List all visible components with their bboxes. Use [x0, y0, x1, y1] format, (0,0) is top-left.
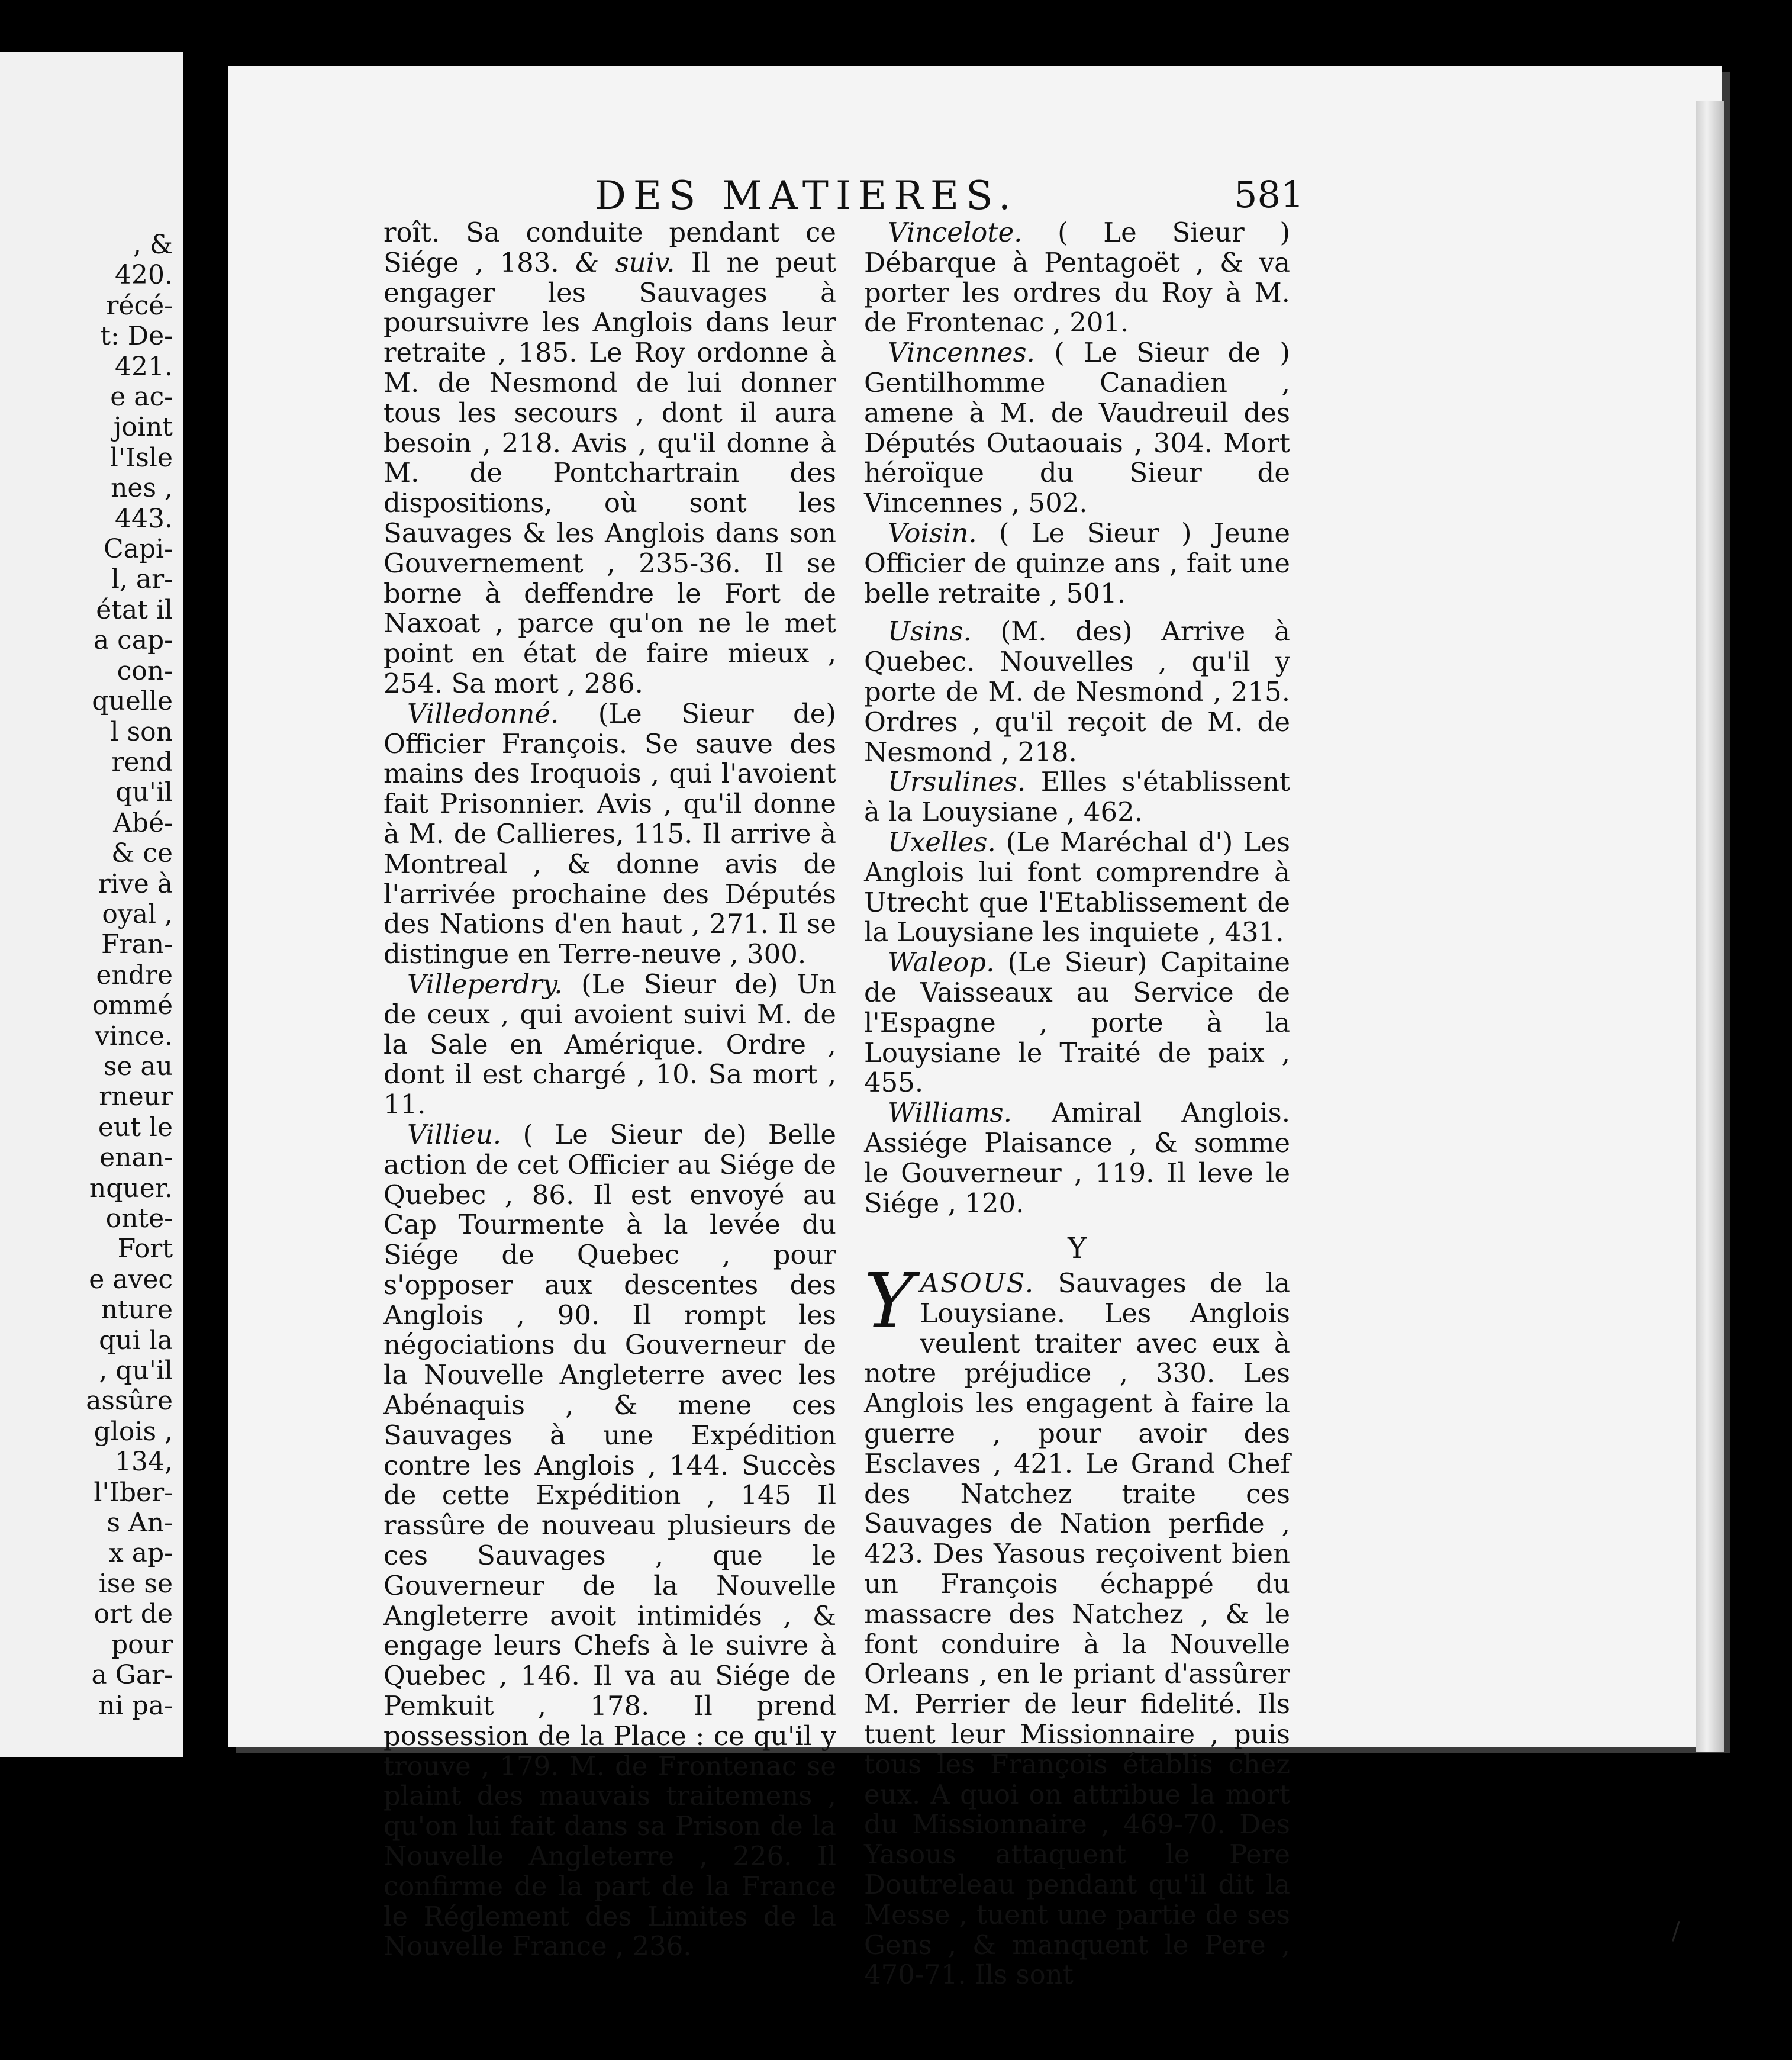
fragment-line: vince. [95, 1021, 173, 1051]
fragment-line: état il [96, 594, 173, 625]
fragment-line: , & [133, 230, 173, 260]
fragment-line: 443. [115, 503, 173, 534]
fragment-line: ommé [92, 990, 173, 1021]
fragment-line: nes , [111, 473, 173, 504]
index-entry-uxelles: Uxelles. (Le Maréchal d') Les Anglois lui font comprendre à Utrecht que l'Etablissement de la Louysiane les inquiete , 431. [864, 826, 1290, 948]
fragment-line: Fran- [101, 929, 173, 960]
index-entry-vincelote: Vincelote. ( Le Sieur ) Débarque à Pentagoët , & va porter les ordres du Roy à M. de Frontenac , 201. [864, 217, 1290, 339]
fragment-line: a Gar- [91, 1660, 173, 1691]
fragment-line: , qu'il [99, 1356, 173, 1386]
fragment-line: e ac- [110, 382, 173, 413]
index-entry-williams: Williams. Amiral Anglois. Assiége Plaisance , & somme le Gouverneur , 119. Il leve le Siége , 120. [864, 1097, 1290, 1219]
fragment-line: & ce [111, 838, 173, 869]
fragment-line: onte- [105, 1203, 173, 1234]
index-column-right [864, 218, 1290, 1990]
fragment-line: 421. [115, 351, 173, 382]
fragment-line: nquer. [89, 1173, 173, 1203]
fragment-line: s An- [107, 1508, 173, 1538]
index-entry-continued: roît. Sa conduite pendant ce Siége , 183. & suiv. Il ne peut engager les Sauvages à poursuivre les Anglois dans leur retraite , 185. Le Roy ordonne à M. de Nesmond de lui donner tous les secours , dont il aura besoin , 218. Avis , qu'il donne à M. de Pontchartrain des dispositions, où sont les Sauvages & les Anglois dans son Gouvernement , 235-36. Il se borne à deffendre le Fort de Naxoat , parce qu'on ne le met point en état de faire mieux , 254. Sa mort , 286. [383, 217, 836, 699]
margin-mark: / [1672, 1918, 1680, 1945]
page-number: 581 [1234, 173, 1304, 216]
index-entry-vincennes: Vincennes. ( Le Sieur de ) Gentilhomme Canadien , amene à M. de Vaudreuil des Députés Outaouais , 304. Mort héroïque du Sieur de Vincennes , 502. [864, 337, 1290, 519]
fragment-line: ni pa- [98, 1690, 173, 1721]
fragment-line: qui la [99, 1325, 173, 1356]
index-entry-ursulines: Ursulines. Elles s'établissent à la Louysiane , 462. [864, 766, 1290, 828]
fragment-line: Capi- [103, 534, 173, 565]
fragment-line: l, ar- [111, 564, 173, 595]
fragment-line: e avec [89, 1264, 173, 1295]
section-letter-y: Y [1068, 1232, 1087, 1266]
fragment-line: 420. [115, 260, 173, 291]
index-entry-villedonne: Villedonné. (Le Sieur de) Officier François. Se sauve des mains des Iroquois , qui l'avoient fait Prisonnier. Avis , qu'il donne à M. de Callieres, 115. Il arrive à Montreal , & donne avis de l'arrivée prochaine des Députés des Nations d'en haut , 271. Il se distingue en Terre-neuve , 300. [383, 697, 836, 970]
fragment-line: ise se [98, 1568, 173, 1599]
index-entry-villeperdry: Villeperdry. (Le Sieur de) Un de ceux , qui avoient suivi M. de la Sale en Amérique. Ordre , dont il est chargé , 10. Sa mort , 11. [383, 968, 836, 1121]
fragment-line: con- [117, 655, 173, 686]
fragment-line: l son [110, 716, 173, 747]
index-entry-yasous: YASOUS. Sauvages de la Louysiane. Les Anglois veulent traiter avec eux à notre préjudice , 330. Les Anglois les engagent à faire la guerre , pour avoir des Esclaves , 421. Le Grand Chef des Natchez traite ces Sauvages de Nation perfide , 423. Des Yasous reçoivent bien un François échappé du massacre des Natchez , & le font conduire à la Nouvelle Orleans , en le priant d'assûrer M. Perrier de leur fidelité. Ils tuent leur Missionnaire , puis tous les François établis chez eux. A quoi on attribue la mort du Missionnaire , 469-70. Des Yasous attaquent le Pere Doutreleau pendant qu'il dit la Messe , tuent une partie de ses Gens , & manquent le Pere , 470-71. Ils sont [864, 1257, 1290, 1991]
index-column-left [383, 218, 836, 1962]
fragment-line: oyal , [102, 899, 173, 929]
drop-cap: Y [864, 1257, 914, 1346]
fragment-line: t: De- [100, 321, 173, 352]
fragment-line: quelle [92, 686, 173, 717]
fragment-line: nture [101, 1295, 173, 1325]
index-entry-voisin: Voisin. ( Le Sieur ) Jeune Officier de quinze ans , fait une belle retraite , 501. [864, 517, 1290, 609]
fragment-line: rneur [99, 1082, 173, 1112]
previous-page-text [86, 230, 173, 1721]
fragment-line: eut le [98, 1112, 173, 1142]
fragment-line: qu'il [115, 777, 173, 808]
fragment-line: rend [111, 746, 173, 777]
previous-page-fragment [0, 52, 183, 1757]
fragment-line: l'Isle [109, 442, 173, 473]
index-entry-waleop: Waleop. (Le Sieur) Capitaine de Vaisseaux au Service de l'Espagne , porte à la Louysiane le Traité de paix , 455. [864, 947, 1290, 1099]
fragment-line: Abé- [113, 807, 173, 838]
fragment-line: assûre [86, 1386, 173, 1417]
fragment-line: a cap- [93, 625, 173, 656]
fragment-line: ort de [94, 1599, 173, 1630]
fragment-line: se au [103, 1051, 173, 1082]
fragment-line: Fort [117, 1234, 173, 1264]
fragment-line: enan- [99, 1142, 173, 1173]
fragment-line: l'Iber- [94, 1477, 173, 1508]
fragment-line: 134, [115, 1447, 173, 1478]
index-entry-usins: Usins. (M. des) Arrive à Quebec. Nouvelles , qu'il y porte de M. de Nesmond , 215. Ordres , qu'il reçoit de M. de Nesmond , 218. [864, 616, 1290, 768]
fragment-line: x ap- [108, 1538, 173, 1569]
index-entry-villieu: Villieu. ( Le Sieur de) Belle action de cet Officier au Siége de Quebec , 86. Il est envoyé au Cap Tourmente à la levée du Siége de Quebec , pour s'opposer aux descentes des Anglois , 90. Il rompt les négociations du Gouverneur de la Nouvelle Angleterre avec les Abénaquis , & mene ces Sauvages à une Expédition contre les Anglois , 144. Succès de cette Expédition , 145 Il rassûre de nouveau plusieurs de ces Sauvages , que le Gouverneur de la Nouvelle Angleterre avoit intimidés , & engage leurs Chefs à le suivre à Quebec , 146. Il va au Siége de Pemkuit , 178. Il prend possession de la Place : ce qu'il y trouve , 179. M. de Frontenac se plaint des mauvais traitemens , qu'on lui fait dans sa Prison de la Nouvelle Angleterre , 226. Il confirme de la part de la France le Réglement des Limites de la Nouvelle France , 236. [383, 1118, 836, 1962]
fragment-line: rive à [98, 868, 173, 899]
fragment-line: endre [96, 960, 173, 990]
fragment-line: glois , [94, 1416, 173, 1447]
fragment-line: joint [113, 412, 173, 443]
fragment-line: récé- [106, 290, 173, 321]
fragment-line: pour [111, 1629, 173, 1660]
running-header: DES MATIERES. [595, 173, 1018, 218]
page-edge [1696, 101, 1724, 1752]
